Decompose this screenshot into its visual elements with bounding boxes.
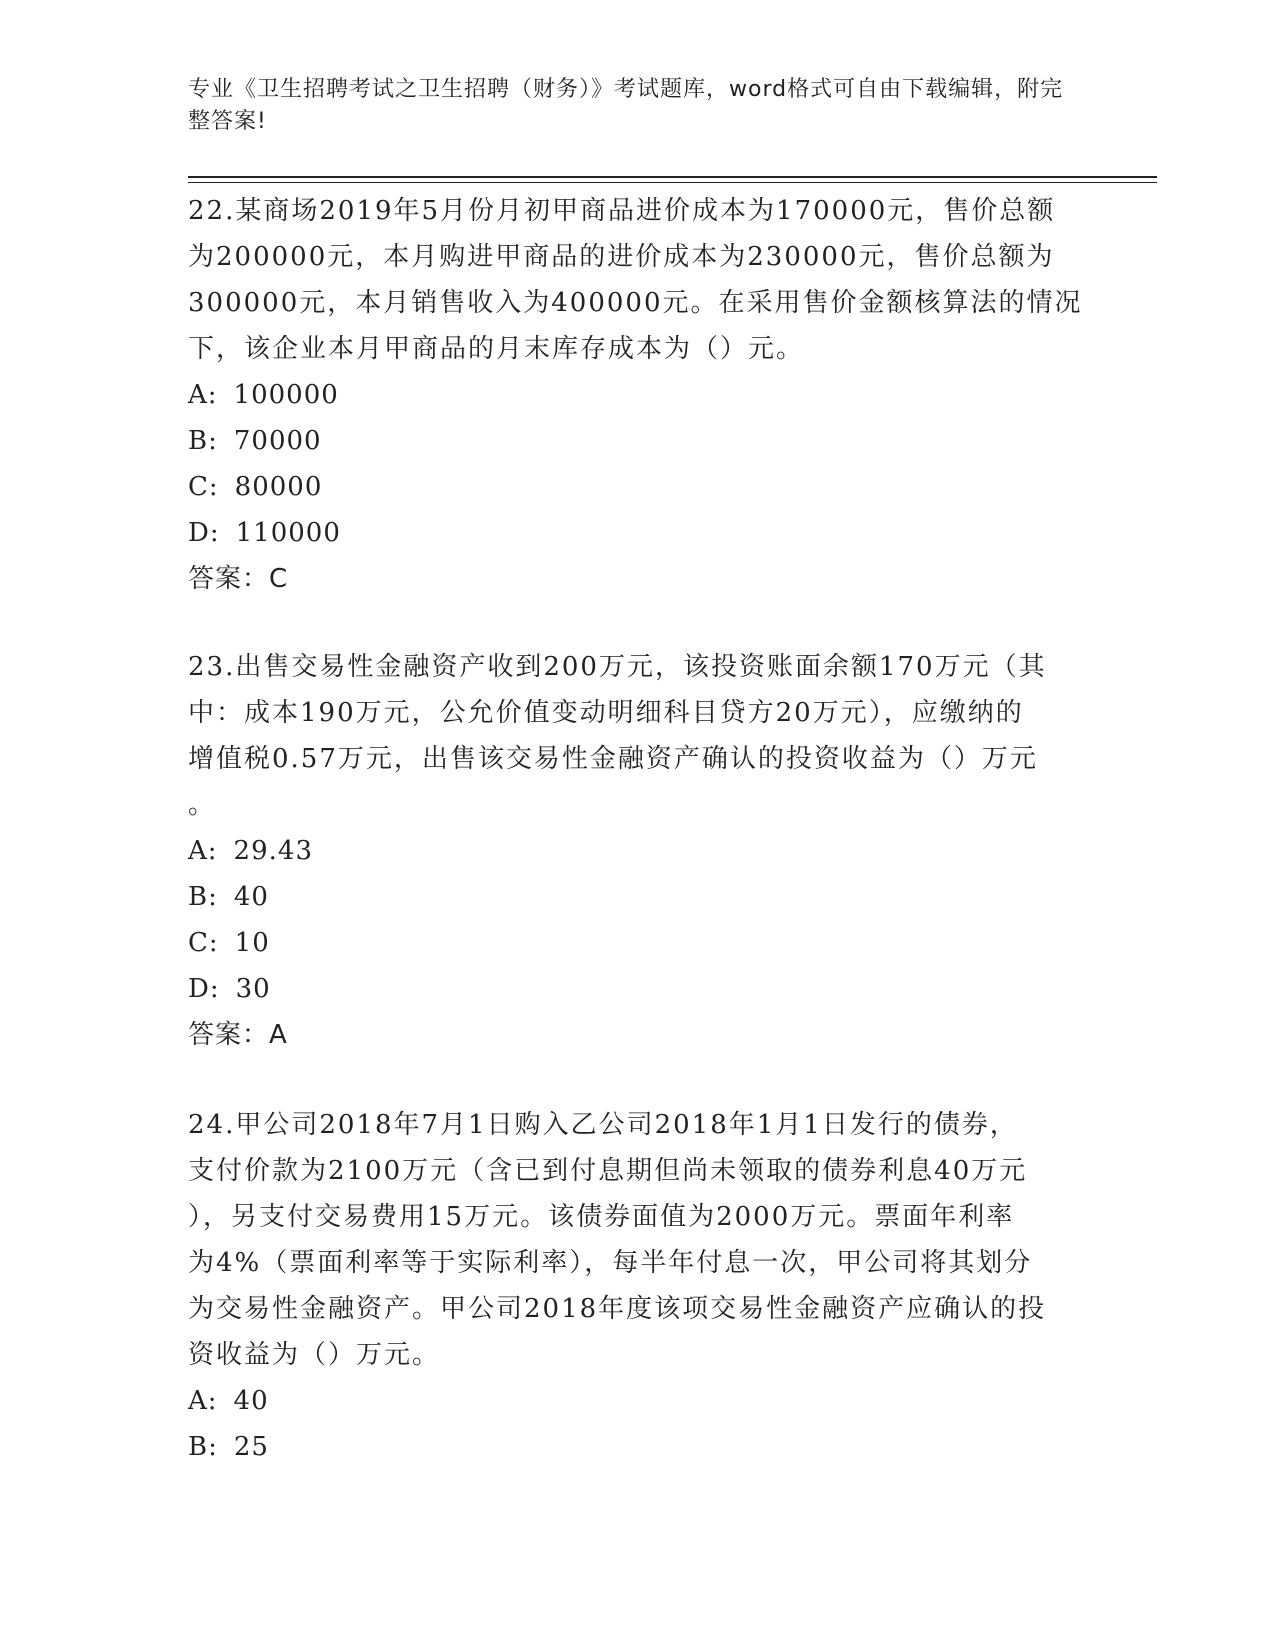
option-key: A: bbox=[188, 380, 218, 410]
option-b bbox=[188, 1424, 1088, 1470]
option-b bbox=[188, 874, 1088, 920]
answer-line: 答案：A bbox=[188, 1020, 288, 1050]
option-d bbox=[188, 966, 1088, 1012]
answer-line: 答案：C bbox=[188, 564, 289, 594]
option-value: 70000 bbox=[233, 426, 322, 456]
option-key: A: bbox=[188, 836, 218, 866]
question-stem: 23.出售交易性金融资产收到200万元，该投资账面余额170万元（其 中：成本190万元，公允价值变动明细科目贷方20万元），应缴纳的 增值税0.57万元，出售该交易性金融资产确认的投资收益为（）万元 。 bbox=[188, 652, 1047, 820]
question-23 bbox=[188, 644, 1088, 1058]
option-c bbox=[188, 464, 1088, 510]
option-key: C: bbox=[188, 928, 219, 958]
option-key: A: bbox=[188, 1386, 218, 1416]
option-value: 10 bbox=[234, 928, 270, 958]
option-d bbox=[188, 510, 1088, 556]
option-a bbox=[188, 372, 1088, 418]
option-key: D: bbox=[188, 974, 220, 1004]
option-value: 30 bbox=[235, 974, 271, 1004]
option-key: B: bbox=[188, 1432, 218, 1462]
header-divider-thin bbox=[188, 182, 1157, 183]
option-key: D: bbox=[188, 518, 220, 548]
option-c bbox=[188, 920, 1088, 966]
header-divider-thick bbox=[188, 176, 1157, 178]
option-list bbox=[188, 1378, 1088, 1470]
question-24 bbox=[188, 1102, 1088, 1470]
option-value: 100000 bbox=[233, 380, 339, 410]
document-header: 专业《卫生招聘考试之卫生招聘（财务）》考试题库，word格式可自由下载编辑，附完整答案! bbox=[188, 77, 1064, 134]
question-stem: 22.某商场2019年5月份月初甲商品进价成本为170000元，售价总额 为200000元，本月购进甲商品的进价成本为230000元，售价总额为 300000元，本月销售收入为400000元。在采用售价金额核算法的情况 下，该企业本月甲商品的月末库存成本为（）元。 bbox=[188, 196, 1083, 364]
option-a bbox=[188, 828, 1088, 874]
option-a bbox=[188, 1378, 1088, 1424]
question-stem: 24.甲公司2018年7月1日购入乙公司2018年1月1日发行的债券， 支付价款为2100万元（含已到付息期但尚未领取的债券利息40万元 ），另支付交易费用15万元。该债券面值为2000万元。票面年利率 为4%（票面利率等于实际利率），每半年付息一次，甲公司将其划分 为交易性金融资产。甲公司2018年度该项交易性金融资产应确认的投 资收益为（）万元。 bbox=[188, 1110, 1047, 1370]
option-list bbox=[188, 372, 1088, 556]
option-key: C: bbox=[188, 472, 219, 502]
option-value: 110000 bbox=[235, 518, 341, 548]
option-value: 25 bbox=[233, 1432, 269, 1462]
option-list bbox=[188, 828, 1088, 1012]
option-key: B: bbox=[188, 882, 218, 912]
option-value: 40 bbox=[233, 882, 269, 912]
option-value: 40 bbox=[233, 1386, 269, 1416]
question-22 bbox=[188, 188, 1088, 602]
option-key: B: bbox=[188, 426, 218, 456]
option-value: 29.43 bbox=[233, 836, 313, 866]
option-value: 80000 bbox=[234, 472, 323, 502]
option-b bbox=[188, 418, 1088, 464]
